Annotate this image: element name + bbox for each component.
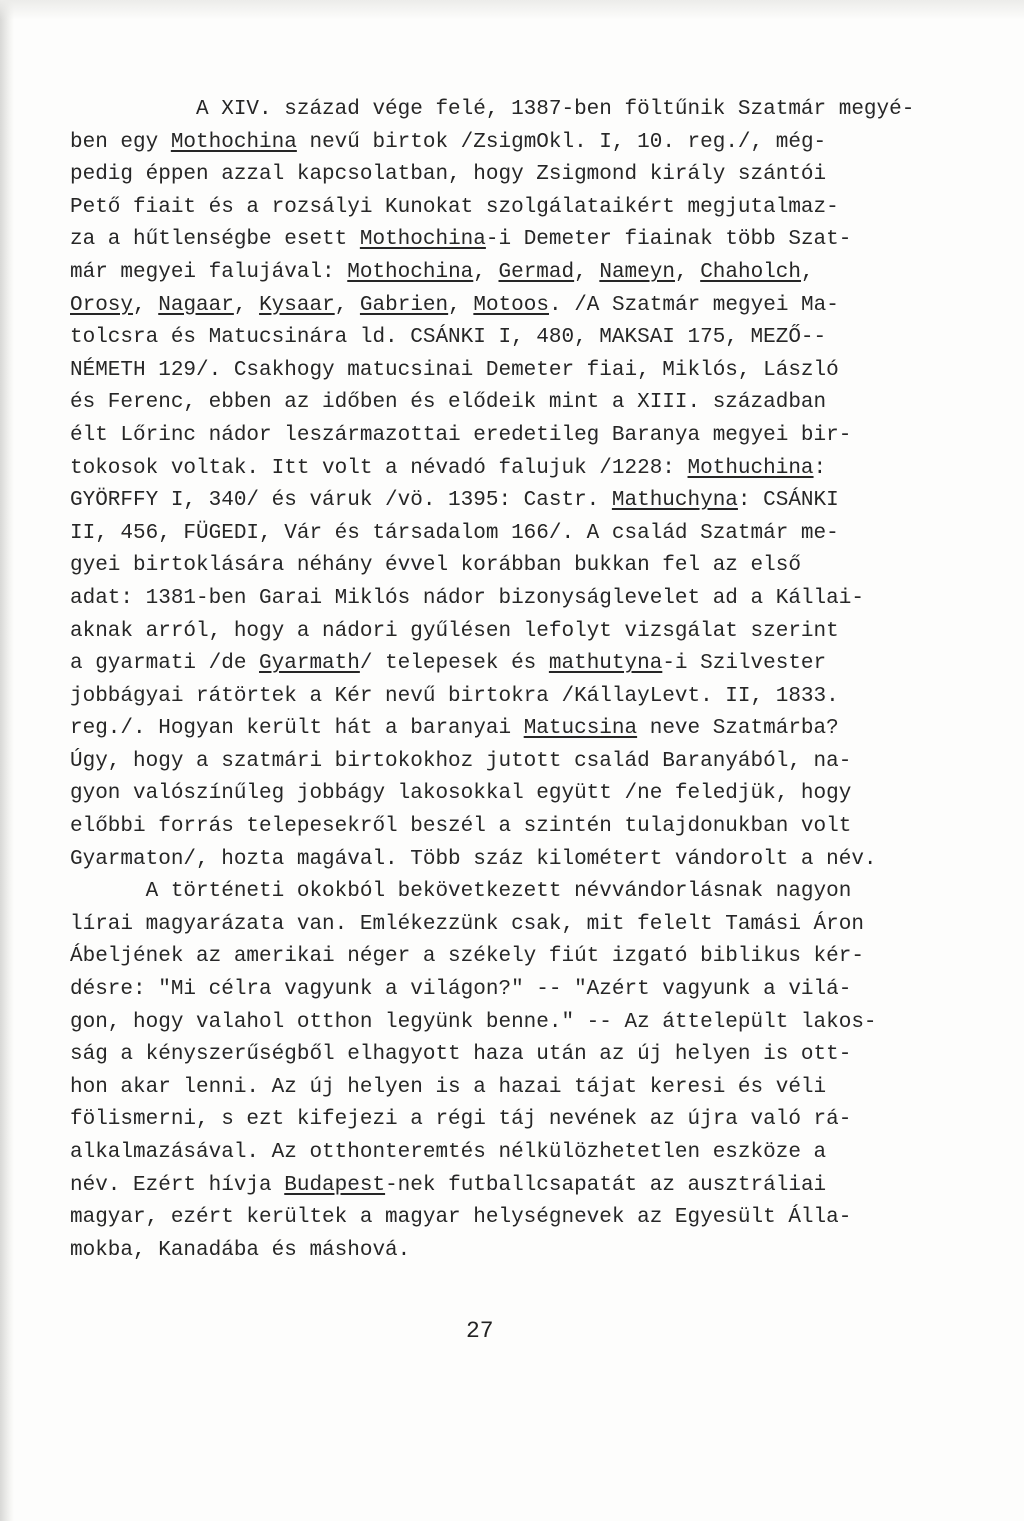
text-line: ság a kényszerűségből elhagyott haza után az új helyen is ott- [70,1043,852,1067]
text-line: már megyei falujával: Mothochina, Germad, Nameyn, Chaholch, [70,260,814,284]
underlined-term: Mothuchina [687,456,814,480]
text-line: désre: "Mi célra vagyunk a világon?" -- "Azért vagyunk a vilá- [70,978,852,1002]
underlined-term: Mothochina [347,260,474,284]
text-line: tokosok voltak. Itt volt a névadó falujuk /1228: Mothuchina: [70,456,827,480]
text-line: Gyarmaton/, hozta magával. Több száz kilométert vándorolt a név. [70,847,877,871]
underlined-term: Gyarmath [259,652,360,676]
text-line: lírai magyarázata van. Emlékezzünk csak, mit felelt Tamási Áron [70,912,864,936]
underlined-term: Chaholch [700,260,802,284]
text-line: adat: 1381-ben Garai Miklós nádor bizonyságlevelet ad a Kállai- [70,586,864,610]
underlined-term: Gabrien [359,293,449,317]
text-line: Ábeljének az amerikai néger a székely fiút izgató biblikus kér- [70,945,864,969]
text-line: A XIV. század vége felé, 1387-ben föltűnik Szatmár megyé- [70,98,915,121]
text-line: gyon valószínűleg jobbágy lakosokkal együtt /ne feledjük, hogy [70,782,852,806]
underlined-term: mathutyna [548,652,663,676]
text-line: za a hűtlenségbe esett Mothochina-i Demeter fiainak több Szat- [70,228,852,252]
text-line: élt Lőrinc nádor leszármazottai eredetileg Baranya megyei bir- [70,423,852,447]
text-line: pedig éppen azzal kapcsolatban, hogy Zsigmond király szántói [70,163,827,187]
text-line: alkalmazásával. Az otthonteremtés nélkülözhetetlen eszköze a [70,1141,827,1164]
text-line: II, 456, FÜGEDI, Vár és társadalom 166/. A család Szatmár me- [70,521,839,545]
scan-top-shadow [0,0,1024,20]
text-line: jobbágyai rátörtek a Kér nevű birtokra /KállayLevt. II, 1833. [70,684,839,708]
text-line: fölismerni, s ezt kifejezi a régi táj nevének az újra való rá- [70,1108,852,1132]
text-line: NÉMETH 129/. Csakhogy matucsinai Demeter fiai, Miklós, László [70,358,839,382]
text-line: reg./. Hogyan került hát a baranyai Matucsina neve Szatmárba? [70,717,839,741]
underlined-term: Orosy [70,293,134,317]
text-line: és Ferenc, ebben az időben és elődeik mint a XIII. században [70,391,827,415]
text-line: hon akar lenni. Az új helyen is a hazai tájat keresi és véli [70,1075,827,1099]
underlined-term: Kysaar [259,293,335,317]
underlined-term: Mathuchyna [611,489,738,513]
text-line: gon, hogy valahol otthon legyünk benne." -- Az áttelepült lakos- [70,1010,877,1034]
text-line: magyar, ezért kerültek a magyar helységnevek az Egyesült Álla- [70,1206,852,1230]
text-line: tolcsra és Matucsinára ld. CSÁNKI I, 480, MAKSAI 175, MEZŐ-- [70,326,827,350]
text-line: aknak arról, hogy a nádori gyűlésen lefolyt vizsgálat szerint [70,619,839,643]
underlined-term: Nameyn [599,260,675,284]
text-line: Úgy, hogy a szatmári birtokokhoz jutott család Baranyából, na- [70,749,852,773]
text-line: gyei birtoklására néhány évvel korábban bukkan fel az első [70,554,801,578]
text-line: név. Ezért hívja Budapest-nek futballcsapatát az ausztráliai [70,1173,827,1197]
body-text [70,94,920,1267]
scan-edge-shadow [0,0,14,1521]
text-line: ben egy Mothochina nevű birtok /ZsigmOkl. I, 10. reg./, még- [70,130,827,154]
underlined-term: Germad [498,260,575,284]
underlined-term: Matucsina [523,717,638,741]
text-line: Pető fiait és a rozsályi Kunokat szolgálataikért megjutalmaz- [70,195,839,219]
underlined-term: Motoos [473,293,549,317]
text-line: a gyarmati /de Gyarmath/ telepesek és mathutyna-i Szilvester [70,652,827,676]
text-line: előbbi forrás telepesekről beszél a szintén tulajdonukban volt [70,815,852,839]
text-line: A történeti okokból bekövetkezett névvándorlásnak nagyon [70,880,852,904]
page-number: 27 [466,1318,494,1344]
underlined-term: Mothochina [359,228,486,252]
text-line: Orosy, Nagaar, Kysaar, Gabrien, Motoos. /A Szatmár megyei Ma- [70,293,839,317]
text-line: GYÖRFFY I, 340/ és váruk /vö. 1395: Castr. Mathuchyna: CSÁNKI [70,489,839,513]
underlined-term: Budapest [284,1173,386,1197]
text-line: mokba, Kanadába és máshová. [70,1238,411,1262]
underlined-term: Nagaar [158,293,234,317]
underlined-term: Mothochina [170,130,297,154]
